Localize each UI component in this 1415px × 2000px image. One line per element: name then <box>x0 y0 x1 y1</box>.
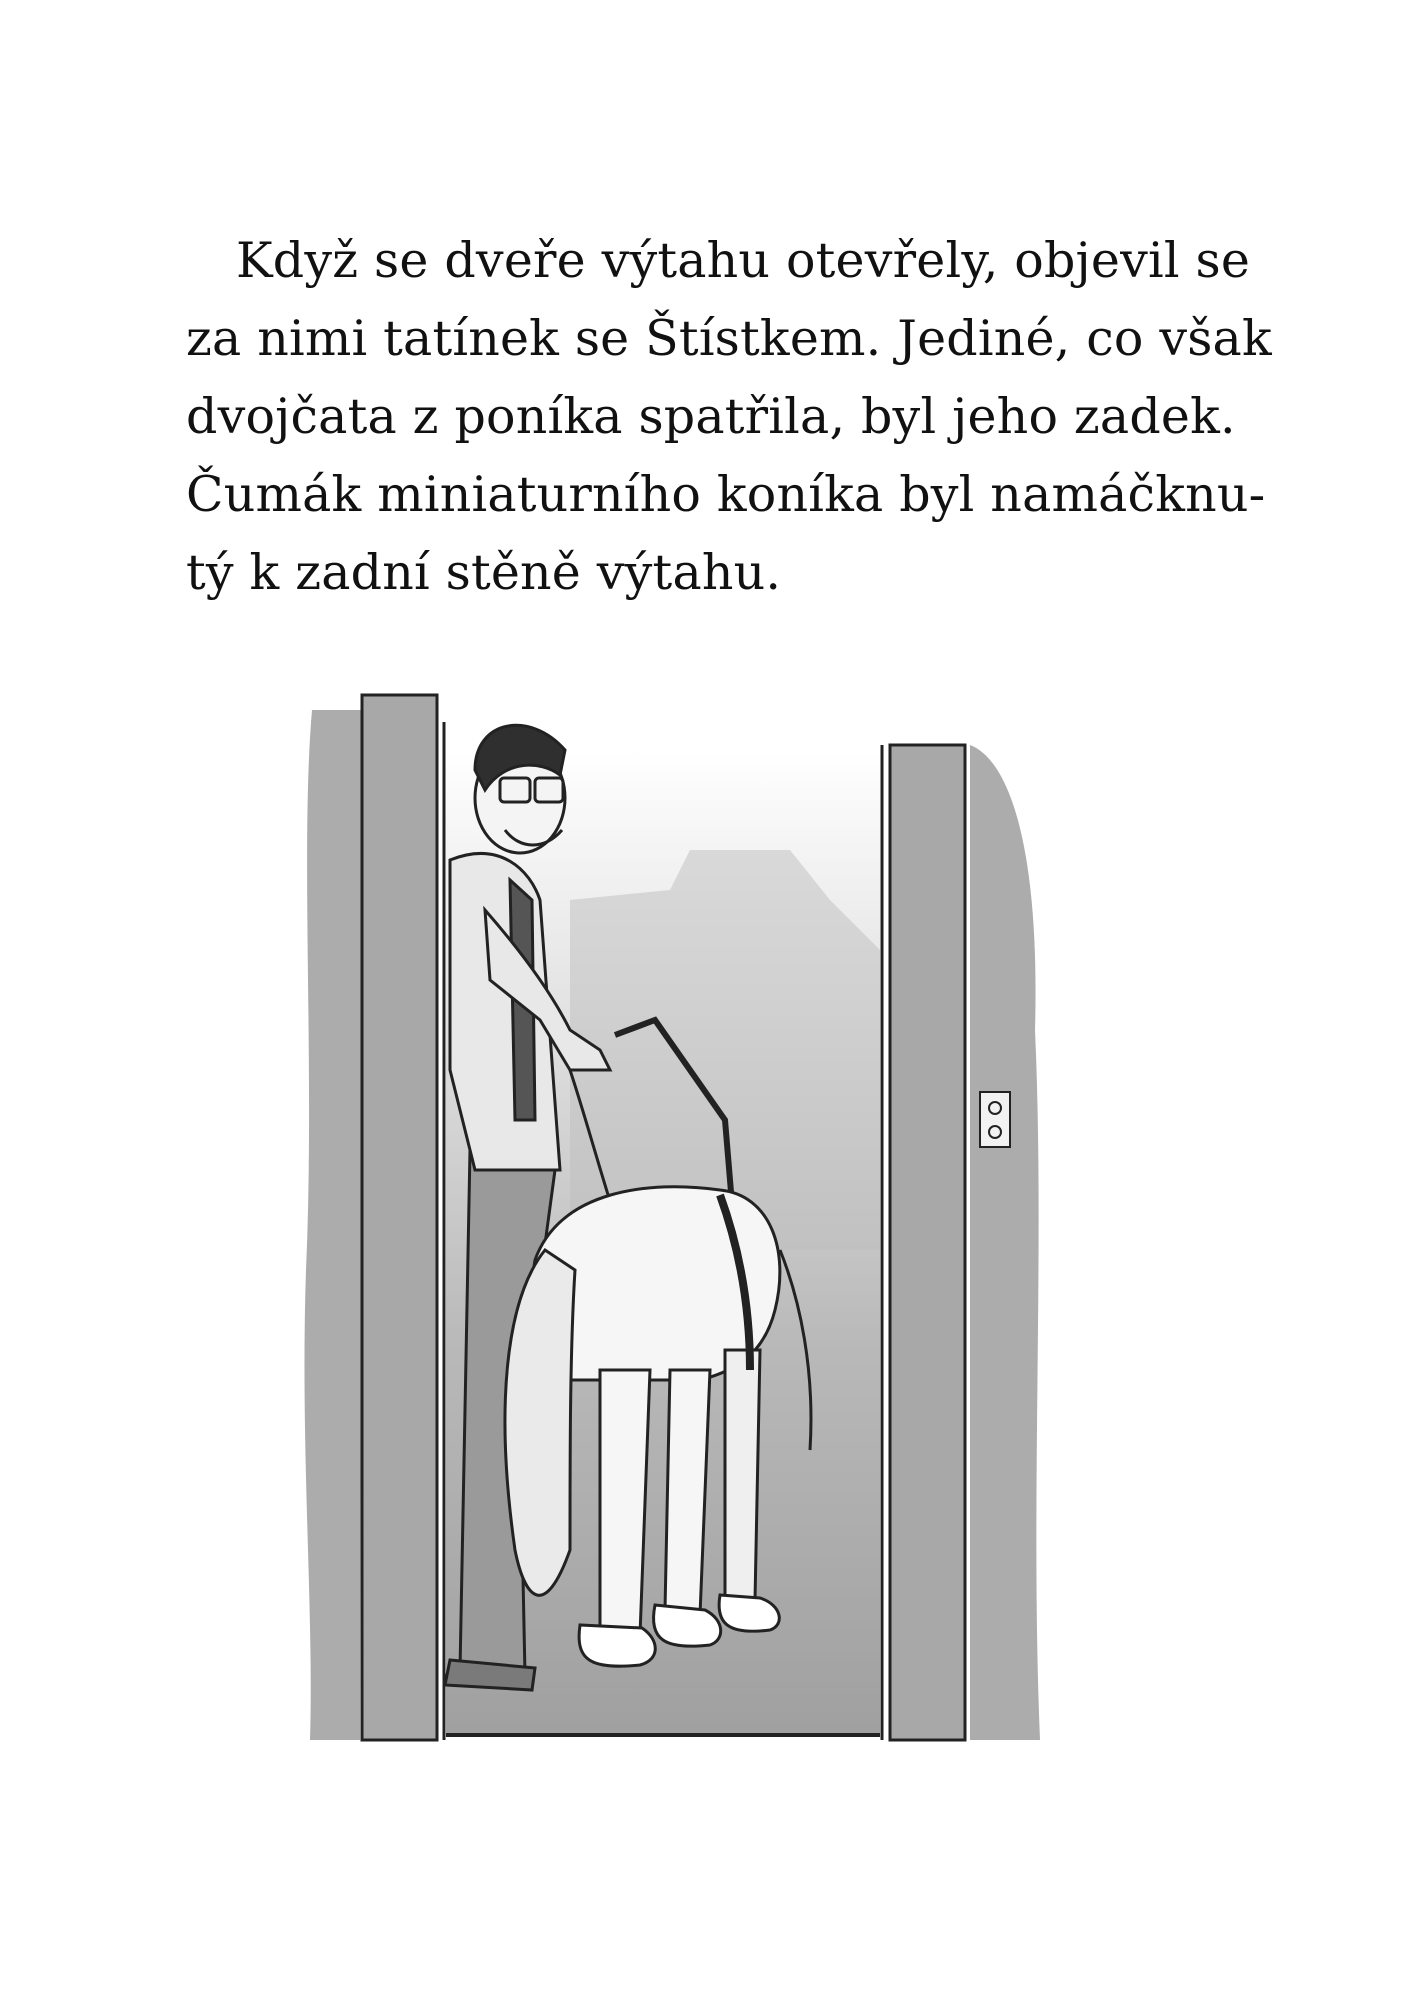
paragraph-line: Když se dveře výtahu otevřely, objevil se <box>236 232 1251 289</box>
paragraph-line: tý k zadní stěně výtahu. <box>186 544 782 601</box>
paragraph <box>186 222 1272 612</box>
right-door-panel <box>890 745 965 1740</box>
left-wall-wash <box>304 710 362 1740</box>
paragraph-line: za nimi tatínek se Štístkem. Jediné, co však <box>186 310 1272 367</box>
paragraph-line: Čumák miniaturního koníka byl namáčknu- <box>186 466 1266 523</box>
elevator-button-panel <box>980 1092 1010 1147</box>
elevator-pony-illustration <box>270 650 1120 1775</box>
pony-shoe <box>579 1625 655 1666</box>
right-wall-wash <box>970 745 1040 1740</box>
paragraph-line: dvojčata z poníka spatřila, byl jeho zadek. <box>186 388 1236 445</box>
left-door-panel <box>362 695 437 1740</box>
